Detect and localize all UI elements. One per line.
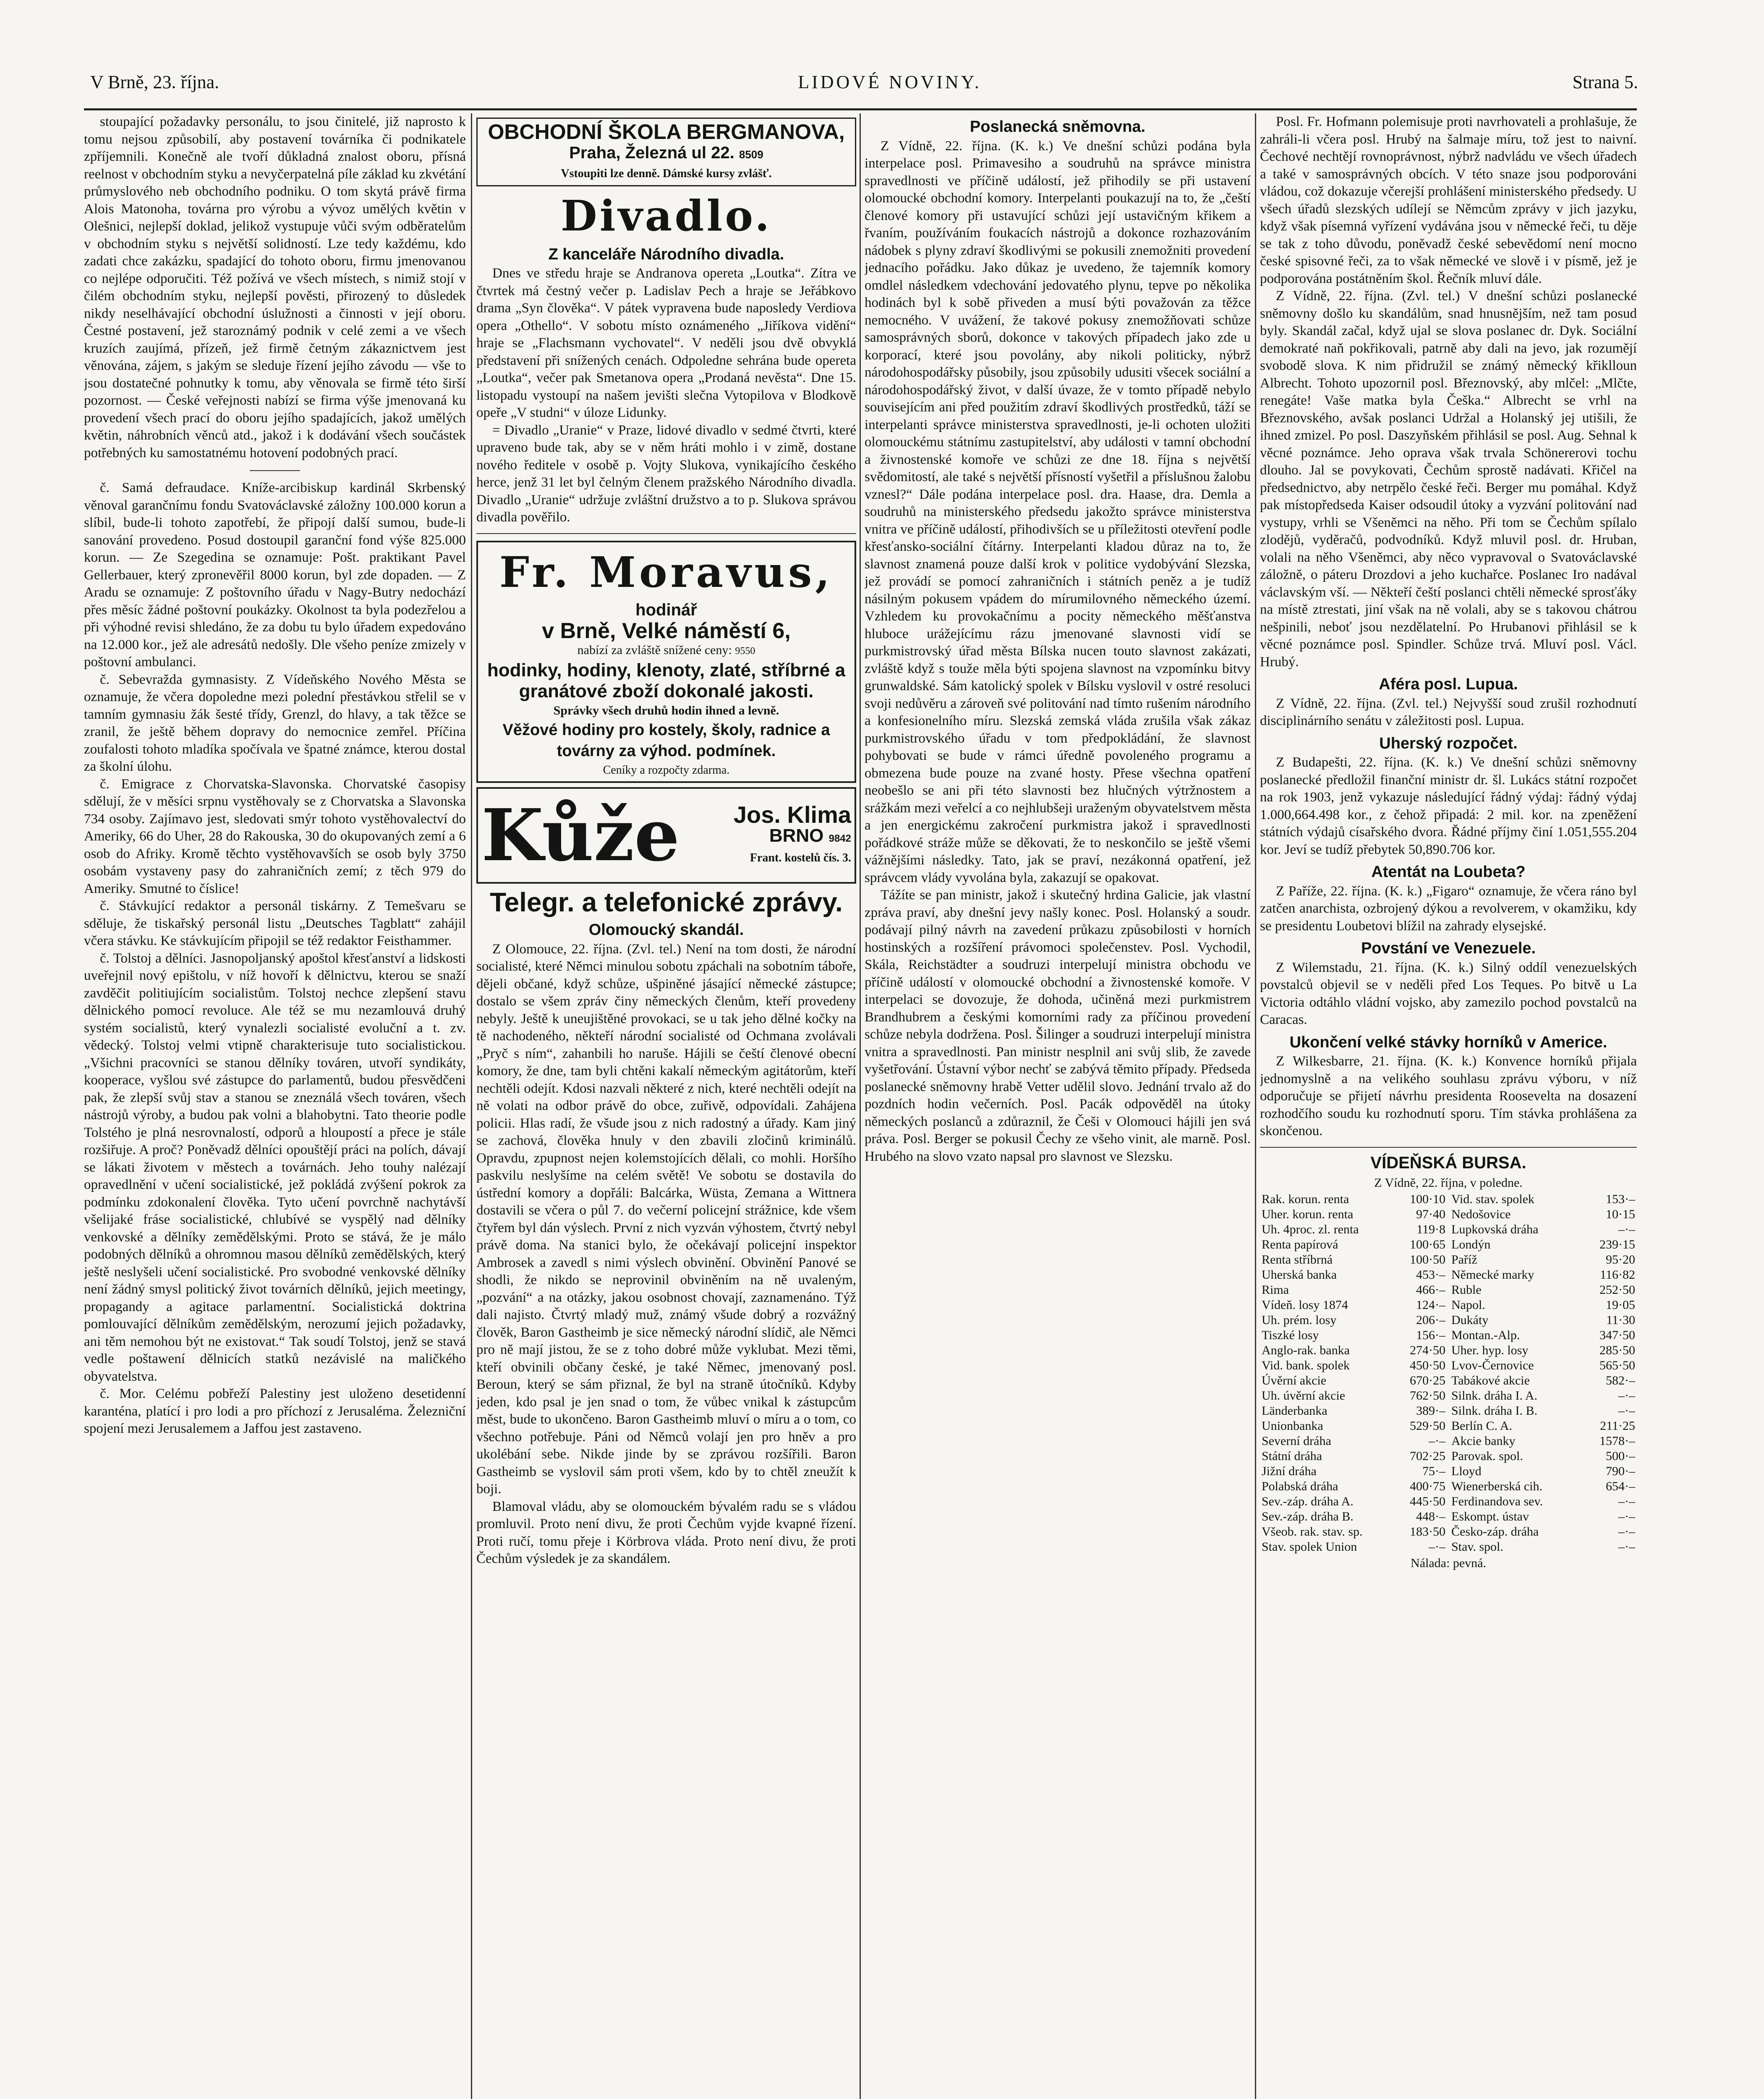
bourse-row <box>1450 1464 1637 1479</box>
bourse-item-name: Londýn <box>1451 1237 1491 1251</box>
bourse-row <box>1450 1192 1637 1207</box>
poslanecka-text: Z Vídně, 22. října. (K. k.) Ve dnešní schůzi podána byla interpelace posl. Primavesiho a soudruhů na správce ministra spravedlnosti ve příčině událostí, jež přihodily se při ustavení olomoucké obchodní komory. Interpelanti poukazují na to, že „čeští členové komory při ustavující schůzi její ustavičným křikem a řvaním, používáním foukacích nástrojů a dokonce rozhazováním nádobek s plyny zdraví škodlivými se pokusili znemožniti provedení jednacího pořádku. Jako důkaz je uvedeno, že tajemník komory omdlel následkem vdechování jedovatého plynu, tepve po několika hodinách byl k sobě přiveden a musí býti považován za těžce nemocného. V uvážení, že takové pokusy znemožňovati schůze samosprávných sborů, dokonce v takových případech jako zde u korporací, které jsou povolány, aby nikoli politicky, nýbrž národohospodářsky působily, jsou způsobily udusiti všecek sociální a národohospodářský život, v další úvaze, že v tomto případě nebylo souvisejícím ani před použitím zdraví škodlivých prostředků, táží se interpelanti správce ministerstva spravedlnosti, je-li ochoten uložiti olomouckému státnímu zastupitelství, aby události v tamní obchodní a živnostenské komoře ve schůzi ze dne 18. října s největší svědomitostí, ale také s největší přísností vyšetřil a příslušnou žalobu vznesl?“ Dále podána interpelace posl. dra. Haase, dra. Demla a soudruhů na ministerského předsedu jakožto správce ministerstva vnitra ve příčině událostí, přihodivších se u příležitosti otevření podle křesťansko-sociální čítárny. Interpelanti kladou důraz na to, že slavnost znamená pouze další krok v politice vydobývání Slezska, jež provádí se pomocí zahraničních i státních peněz a je tudíž násilným pokusem vpádem do mírumilovného německého území. Vzhledem ku provokačnímu a pocity německého měšťanstva hluboce urážejícímu rázu jmenované slavnosti vidí se purkmistrovský úřad města Bílska nucen touto slavnost zakázati, zvláště když s touže měla býti spojena slavnost na vzpomínku bitvy grunwaldské. Sám katolický spolek v Bílsku vyslovil v ostré resoluci svoji nedůvěru a zároveň své politování nad tímto rušením národního a konfesionelního míru. Slezská zemská vláda zrušila však zákaz purkmistrovského úřadu v tom předpokládání, že slavnost pohybovati se bude v rámci úředně povoleného programu a obmezena bude pouze na zvané hosty. Přese všechna opatření neobešlo se ani při této slavnosti bez hlučných výtržnostem a srážkám mezi veřelcí a co nejhlubšeji uraženým obyvatelstvem města a jen energickému zakročení purkmistra jakož i spravedlnosti pořádkové stráže může se děkovati, že to neskončilo se ještě všemi vážnějšími následky. Tato, jak se praví, nezákonná opatření, jež správcem vlády vyvolána byla, zakazují se opakovat. <box>865 138 1251 885</box>
bourse-row <box>1260 1192 1447 1207</box>
poslanecka-text-2: Tážíte se pan ministr, jakož i skutečný hrdina Galicie, jak vlastní zpráva praví, aby dnešní jevy našly konec. Posl. Holanský a soudr. podávají pilný návrh na zavedení průkazu způsobilosti v horních hostinských a rozšíření právomoci společenstev. Posl. Vychodil, Skála, Reichstädter a soudruzi interpelují ministra obchodu ve příčině událostí v olomoucké obchodní a živnostenské komoře. V interpelaci se dovozuje, že dohoda, učiněná mezi purkmistrem Brandhubrem a českými komorními rady za příčinou provedení schůze nebyla dodržena. Posl. Šilinger a soudruzi interpelují ministra vnitra a spravedlnosti. Pan ministr nesplnil ani svůj slib, že zavede vyšetřování. Ústavní výbor nechť se zabývá těmito případy. Předseda poslanecké sněmovny hrabě Vetter udělil slovo. Jednání trvalo až do pozdních hodin večerních. Posl. Pacák odpověděl na útoky německých poslanců a zdůraznil, že Češi v Olomouci hájili jen svá práva. Posl. Berger se pokusil Čechy ze všeho vinit, ale marně. Posl. Hrubého na slovo vzato napsal pro slavnost ve Slezsku. <box>865 887 1251 1164</box>
bourse-item-name: Paříž <box>1451 1252 1477 1267</box>
bourse-row <box>1260 1313 1447 1328</box>
bourse-item-name: Tiszké losy <box>1262 1328 1319 1342</box>
olomouc-heading: Olomoucký skandál. <box>588 921 744 939</box>
bourse-item-name: Tabákové akcie <box>1451 1373 1530 1387</box>
bourse-row <box>1450 1343 1637 1358</box>
bourse-row <box>1260 1237 1447 1252</box>
bourse-row <box>1260 1282 1447 1298</box>
bourse-item-value: 529·50 <box>1410 1419 1445 1433</box>
bourse-item-value: 702·25 <box>1410 1449 1445 1463</box>
bourse-item-value: 156·– <box>1416 1328 1445 1342</box>
bourse-row <box>1450 1434 1637 1449</box>
bourse-item-name: Ruble <box>1451 1282 1482 1297</box>
bourse-item-name: Nedošovice <box>1451 1207 1511 1221</box>
bourse-item-name: Dukáty <box>1451 1313 1489 1327</box>
bourse-item-name: Severní dráha <box>1262 1434 1331 1448</box>
bourse-row <box>1450 1207 1637 1222</box>
bourse-item-name: Lvov-Černovice <box>1451 1358 1534 1372</box>
bourse-item-name: Vídeň. losy 1874 <box>1262 1298 1348 1312</box>
bourse-row <box>1450 1313 1637 1328</box>
bourse-item-value: 466·– <box>1416 1282 1445 1297</box>
bourse-item-name: Sev.-záp. dráha A. <box>1262 1494 1354 1508</box>
bourse-row <box>1450 1449 1637 1464</box>
bourse-item-name: Úvěrní akcie <box>1262 1373 1327 1387</box>
bourse-item-name: Länderbanka <box>1262 1403 1328 1418</box>
header-title: LIDOVÉ NOVINY. <box>798 72 982 92</box>
bourse-item-value: 500·– <box>1606 1449 1635 1463</box>
bourse-item-value: 400·75 <box>1410 1479 1445 1493</box>
bourse-item-value: 252·50 <box>1599 1282 1635 1297</box>
bourse-row <box>1260 1494 1447 1509</box>
bourse-item-value: 124·– <box>1416 1298 1445 1312</box>
bourse-item-name: Parovak. spol. <box>1451 1449 1523 1463</box>
bourse-item-value: 450·50 <box>1410 1358 1445 1372</box>
bourse-item-name: Wienerberská cih. <box>1451 1479 1543 1493</box>
bourse-item-name: Renta papírová <box>1262 1237 1338 1251</box>
bourse-item-value: –·– <box>1618 1494 1635 1508</box>
bourse-table <box>1260 1192 1637 1555</box>
bourse-item-name: Všeob. rak. stav. sp. <box>1262 1524 1363 1539</box>
olomouc-end: Blamoval vládu, aby se olomouckém bývalém radu se s vládou promluvil. Proto není divu, že proti Čechům vyjde kvapné řízení. Proti ručí, tomu přeje i Körbrova vláda. Proto není divu, že proti Čechům výsledek je za skandálem. <box>476 1499 856 1566</box>
bourse-item-name: Renta stříbrná <box>1262 1252 1333 1267</box>
divider <box>1260 1147 1637 1148</box>
bourse-item-value: –·– <box>1429 1434 1445 1448</box>
bourse-item-name: Jižní dráha <box>1262 1464 1317 1478</box>
bourse-item-value: 100·10 <box>1410 1192 1445 1206</box>
bourse-item-name: Polabská dráha <box>1262 1479 1338 1493</box>
bourse-item-name: Stav. spolek Union <box>1262 1539 1357 1554</box>
bourse-item-name: Státní dráha <box>1262 1449 1322 1463</box>
bourse-item-value: 389·– <box>1416 1403 1445 1418</box>
bourse-item-name: Česko-záp. dráha <box>1451 1524 1539 1539</box>
bourse-row <box>1260 1479 1447 1494</box>
ad-obchodni-skola: OBCHODNÍ ŠKOLA BERGMANOVA, Praha, Železná ul 22. 8509 Vstoupiti lze denně. Dámské kursy zvlášť. <box>476 118 856 186</box>
loubet-text: Z Paříže, 22. října. (K. k.) „Figaro“ oznamuje, že včera ráno byl zatčen anarchista, ozbrojený dýkou a revolverem, v okamžiku, kdy se presidentu Loubetovi blížil na zahrady elysejské. <box>1260 883 1637 934</box>
bourse-item-value: –·– <box>1618 1388 1635 1403</box>
bourse-item-value: 100·65 <box>1410 1237 1445 1251</box>
bourse-row <box>1260 1252 1447 1267</box>
bourse-row <box>1260 1343 1447 1358</box>
bourse-item-value: 790·– <box>1606 1464 1635 1478</box>
article-emigrace: č. Emigrace z Chorvatska-Slavonska. Chorvatské časopisy sdělují, že v měsíci srpnu vystěhovaly se z Chorvatska a Slavonska 734 osoby. Zajímavo jest, sledovati smýr tohoto vystěhovalectví do Ameriky, 66 do Uher, 28 do Rakouska, 30 do okupovaných zemí a 6 osob do Afriky. Kromě těchto vystěhovavších se osob byly 3750 osobám vystaveny pasy do zahraničních zemí; z těch 979 do Ameriky. Smutné to číslice! <box>84 776 466 896</box>
bourse-item-name: Rima <box>1262 1282 1289 1297</box>
bourse-item-name: Vid. stav. spolek <box>1451 1192 1534 1206</box>
bourse-item-name: Unionbanka <box>1262 1419 1323 1433</box>
bourse-item-name: Akcie banky <box>1451 1434 1516 1448</box>
poslanecka-heading: Poslanecká sněmovna. <box>970 118 1146 136</box>
venezuela-text: Z Wilemstadu, 21. října. (K. k.) Silný oddíl venezuelských povstalců objevil se v neděli před Los Teques. Po bitvě u La Victoria odtáhlo vládní vojsko, aby zamezilo pochod povstalců na Caracas. <box>1260 960 1637 1027</box>
header-date: V Brně, 23. října. <box>90 72 220 92</box>
bourse-item-name: Vid. bank. spolek <box>1262 1358 1350 1372</box>
bourse-item-value: 11·30 <box>1606 1313 1635 1327</box>
bourse-item-value: 274·50 <box>1410 1343 1445 1357</box>
bourse-item-value: 762·50 <box>1410 1388 1445 1403</box>
bourse-row <box>1450 1494 1637 1509</box>
stavka-text: Z Wilkesbarre, 21. října. (K. k.) Konvence horníků přijala jednomyslně a na velikého souhlasu zprávu výboru, v níž odporučuje se přijetí návrhu presidenta Roosevelta na dosazení rozhodčího soudu ku rozhodnutí sporu. Tím stávka prohlášena za skončenou. <box>1260 1054 1637 1138</box>
column-2 <box>476 113 856 2099</box>
bourse-item-value: 445·50 <box>1410 1494 1445 1508</box>
divadlo-subheading: Z kanceláře Národního divadla. <box>548 245 784 263</box>
bourse-row <box>1450 1373 1637 1388</box>
bourse-row <box>1450 1539 1637 1555</box>
bourse-row <box>1450 1358 1637 1373</box>
bourse-item-value: –·– <box>1618 1539 1635 1554</box>
bourse-row <box>1260 1298 1447 1313</box>
header-page: Strana 5. <box>1572 72 1638 92</box>
bourse-row <box>1260 1267 1447 1282</box>
bourse-item-value: 10·15 <box>1606 1207 1635 1221</box>
column-4 <box>1260 113 1637 2099</box>
afera-heading: Aféra posl. Lupua. <box>1379 675 1518 693</box>
bourse-item-value: 285·50 <box>1599 1343 1635 1357</box>
bourse-item-value: 582·– <box>1606 1373 1635 1387</box>
bourse-item-name: Německé marky <box>1451 1267 1534 1282</box>
article-matonoha: stoupající požadavky personálu, to jsou činitelé, již naprosto k tomu nejsou způsobilí, aby postavení továrníka či podnikatele zpříjemnili. Konečně ale tvoří důkladná znalost oboru, přísná reelnost v obchodním styku a nevyčerpatelná píle základ ku zkvétání průmyslového neb obchodního podniku. O tom skytá právě firma Alois Matonoha, továrna pro výrobu a vývoz umělých květin v Olešnici, nejlepší doklad, jelikož vystupuje vůči svým odběratelům v obchodním styku s největší solidností. Lze tedy každému, kdo zadati chce zakázku, spadající do tohoto oboru, firmu jmenovanou co nejlépe odporučiti. Též požívá ve všech místech, s nimiž stojí v čilém obchodním styku, nejlepší pověsti, přirozený to důsledek nikdy neselhávající obchodní úslužnosti a činnosti v její oboru. Čestné postavení, jež staroznámý podnik v celé zemi a ve všech kruzích zaujímá, přízeň, jež firmě četným zákaznictvem jest věnována, zájem, s jakým se sleduje řízení jejího závodu — vše to jsou dostatečné pohnutky k tomu, aby věnovala se firmě této širší pozornost. — České veřejnosti nabízí se firma výše jmenovaná ku provedení všech prací do oboru jejího spadajících, jakož umělých květin, náhrobních věnců atd., jakož i k dodávání všech součástek potřebných ku samostatnému hotovení podobných prací. <box>84 114 466 461</box>
bourse-row <box>1450 1237 1637 1252</box>
bourse-row <box>1260 1539 1447 1555</box>
column-divider <box>471 113 472 2099</box>
bourse-item-name: Uher. hyp. losy <box>1451 1343 1529 1357</box>
bourse-row <box>1260 1403 1447 1419</box>
ad-kuze: Kůže Jos. Klima BRNO 9842 Frant. kostelů čís. 3. <box>476 787 856 884</box>
bourse-row <box>1450 1419 1637 1434</box>
bourse-item-value: 19·05 <box>1606 1298 1635 1312</box>
bourse-item-name: Uher. korun. renta <box>1262 1207 1354 1221</box>
bourse-item-value: 1578·– <box>1599 1434 1635 1448</box>
bourse-item-value: 670·25 <box>1410 1373 1445 1387</box>
article-sebevrazda: č. Sebevražda gymnasisty. Z Vídeňského Nového Města se oznamuje, že včera dopoledne mezi polední přestávkou střelil se v tamním gymnasiu žák šesté třídy, Grenzl, do hlavy, a tak těžce se zranil, že ještě během dopravy do nemocnice zemřel. Příčina zoufalosti tohoto mladíka spočívala ve špatné známce, kterou dostal za školní úlohu. <box>84 672 466 774</box>
column-3 <box>865 113 1251 2099</box>
bourse-row <box>1450 1403 1637 1419</box>
divider <box>250 470 300 471</box>
bourse-row <box>1450 1509 1637 1524</box>
bourse-item-value: 116·82 <box>1600 1267 1635 1282</box>
bourse-item-name: Uh. 4proc. zl. renta <box>1262 1222 1359 1236</box>
venezuela-heading: Povstání ve Venezuele. <box>1361 940 1536 957</box>
bourse-item-value: 453·– <box>1416 1267 1445 1282</box>
bourse-row <box>1260 1464 1447 1479</box>
bourse-item-name: Silnk. dráha I. B. <box>1451 1403 1537 1418</box>
bourse-item-name: Stav. spol. <box>1451 1539 1503 1554</box>
bourse-row <box>1260 1434 1447 1449</box>
bourse-row <box>1260 1419 1447 1434</box>
column-1 <box>84 113 466 2099</box>
bourse-item-name: Berlín C. A. <box>1451 1419 1513 1433</box>
bourse-item-name: Sev.-záp. dráha B. <box>1262 1509 1354 1523</box>
ad-moravus: Fr. Moravus, hodinář v Brně, Velké náměstí 6, nabízí za zvláště snížené ceny: 9550 hodinky, hodiny, klenoty, zlaté, stříbrné a granátové zboží dokonalé jakosti. Správky všech druhů hodin ihned a levně. Věžové hodiny pro kostely, školy, radnice a továrny za výhod. podmínek. Ceníky a rozpočty zdarma. <box>476 541 856 783</box>
bourse-row <box>1260 1222 1447 1237</box>
article-defraudace: č. Samá defraudace. Kníže-arcibiskup kardinál Skrbenský věnoval garančnímu fondu Svatováclavské záložny 100.000 korun a slíbil, bude-li tohoto zapotřebí, že připojí další sumou, bude-li sanování provedeno. Posud dostoupil garanční fond výše 825.000 korun. — Ze Szegedina se oznamuje: Pošt. praktikant Pavel Gellerbauer, který zpronevěřil 8000 korun, byl zde dopaden. — Z Aradu se oznamuje: Z poštovního úřadu v Nagy-Butry nedochází přes měsíc žádné poštovní poukázky. Okolnost ta byla podezřelou a při výhodné revisi shledáno, že za dobu tu bylo úřadem expedováno na 12.000 kor., jež ale adresátů nedošly. Dle všeho peníze zmizely v poštovní ambulanci. <box>84 480 466 670</box>
bourse-item-name: Rak. korun. renta <box>1262 1192 1349 1206</box>
bourse-row <box>1450 1282 1637 1298</box>
bourse-row <box>1260 1328 1447 1343</box>
loubet-heading: Atentát na Loubeta? <box>1371 863 1526 881</box>
bourse-item-value: 206·– <box>1416 1313 1445 1327</box>
bourse-item-name: Uh. prém. losy <box>1262 1313 1337 1327</box>
bourse-item-value: –·– <box>1618 1509 1635 1523</box>
divadlo-heading: Divadlo. <box>560 191 772 241</box>
bourse-item-name: Silnk. dráha I. A. <box>1451 1388 1537 1403</box>
stavka-heading: Ukončení velké stávky horníků v Americe. <box>1289 1033 1607 1051</box>
bourse-row <box>1450 1388 1637 1403</box>
uher-heading: Uherský rozpočet. <box>1379 734 1518 752</box>
bourse-heading: VÍDEŇSKÁ BURSA. <box>1370 1153 1526 1172</box>
bourse-row <box>1260 1207 1447 1222</box>
bourse-item-value: 153·– <box>1606 1192 1635 1206</box>
bourse-row <box>1450 1328 1637 1343</box>
bourse-row <box>1260 1373 1447 1388</box>
afera-text: Z Vídně, 22. října. (Zvl. tel.) Nejvyšší soud zrušil rozhodnutí disciplinárního senátu v záležitosti posl. Lupua. <box>1260 696 1637 728</box>
bourse-left-table <box>1260 1192 1447 1555</box>
uher-text: Z Budapešti, 22. října. (K. k.) Ve dnešní schůzi sněmovny poslanecké předložil finanční ministr dr. šl. Lukács státní rozpočet na rok 1903, jenž vykazuje následující řádný výdaj: řádný výdaj 1.000,664.498 kor., z čehož připadá: 2 mil. kor. na zpeněžení státních výdajů císařského dvora. Řádné příjmy činí 1.051,555.204 kor. Jeví se tudíž přebytek 50,890.706 kor. <box>1260 755 1637 857</box>
bourse-row <box>1450 1267 1637 1282</box>
bourse-row <box>1260 1449 1447 1464</box>
bourse-item-name: Montan.-Alp. <box>1451 1328 1520 1342</box>
bourse-row <box>1450 1524 1637 1539</box>
bourse-mood: Nálada: pevná. <box>1411 1556 1486 1570</box>
bourse-item-name: Uherská banka <box>1262 1267 1337 1282</box>
divadlo-text: Dnes ve středu hraje se Andranova opereta „Loutka“. Zítra ve čtvrtek má čestný večer p. Ladislav Pech a hraje se Jeřábkovo drama „Syn člověka“. V pátek vypravena bude naposledy Verdiova opera „Othello“. V sobotu místo oznámeného „Jiříkova vidění“ hraje se „Flachsmann vychovatel“. V neděli jsou dvě obvyklá představení při snížených cenách. Odpoledne sehrána bude opereta „Loutka“, večer pak Smetanova opera „Prodaná nevěsta“. Dne 15. listopadu vystoupí na našem jevišti slečna Vytopilova v Blodkově opeře „V studni“ v úloze Lidunky. <box>476 266 856 420</box>
bourse-row <box>1450 1298 1637 1313</box>
bourse-row <box>1450 1222 1637 1237</box>
bourse-right-table <box>1450 1192 1637 1555</box>
bourse-item-value: 239·15 <box>1599 1237 1635 1251</box>
bourse-item-value: 565·50 <box>1599 1358 1635 1372</box>
article-tolstoj: č. Tolstoj a dělníci. Jasnopoljanský apoštol křesťanství a lidskosti uveřejnil nový epištolu, v níž hovoří k dělnictvu, kterou se snaží zavděčit politiujícím socialistům. Tolstoj nechce zlepšení stavu dělnického pomocí revoluce. Ale též se mu nezamlouvá druhý systém socialistů, který vynalezli socialisté evoluční a t. zv. vědecký. Tolstoj velmi vtipně charakterisuje tuto socialistickou. „Všichni pracovníci se stanou dělníky továren, utvoří syndikáty, kooperace, vyšlou své zástupce do parlamentů, budou přesvědčeni pak, že zlepší svůj stav a stanou se zneználá všech továren, všech nástrojů výroby, a budou pak volni a blahobytni. Tato theorie podle Tolstého je plná nesrovnalostí, odporů a hloupostí a přece je stále rozšiřuje. A proč? Poněvadž dělníci opouštějí práci na polích, dávají se lákati životem v městech a továrnách. Jeho touhy nalézají opravedlnění v učení socialistické, jež pokládá zvýšení pokrok za podmínku zdokonalení člověka. Tyto učení povrchně nachytávší všelijaké fráse socialistické, chlubívé se vyspělý nad dělníky venkovské a dělníky zemědělskými. Proto se stává, že je málo podobných dělníků a ohromnou masou dělníků zemědělských, který ještě neslyšeli učení socialistické. Pro svobodné venkovské dělníky není žádný smysl politický život továrních dělníků, jejich meetingy, propagandy a agitace parlamentní. Socialistická doktrina pomlouvající dělníkům zemědělským, nerozumí jejich požadavky, ani těm nemohou být ne existovat.“ Tak soudí Tolstoj, jenž se stavá vedle poštawení dělnicích statků nezávislé na maličkého obyvatelstva. <box>84 950 466 1384</box>
bourse-row <box>1260 1388 1447 1403</box>
bourse-item-value: 448·– <box>1416 1509 1445 1523</box>
bourse-item-name: Ferdinandova sev. <box>1451 1494 1543 1508</box>
hofmann-text: Posl. Fr. Hofmann polemisuje proti navrhovateli a prohlašuje, že zahráli-li včera posl. Hrubý na šalmaje míru, tož jest to naivní. Čechové nechtějí rovnoprávnost, nýbrž nadvládu ve všech úřadech a také v samosprávných obcích. V této snaze jsou podporováni vládou, což dokazuje včerejší prohlášení ministerského předsedy. U všech úřadů slezských udílejí se Němcům zprávy v jich jazyku, když však písemná vyřízení vydávána jsou v německé řeči, tu děje se tak z toho důvodu, poněvadž české sebevědomí není mocno české spisovné řeči, za to však německé ve slově i v písmě, jež je podporována postátněním škol. Řečník mluví dále. <box>1260 114 1637 286</box>
bourse-item-name: Anglo-rak. banka <box>1262 1343 1350 1357</box>
divider <box>476 533 856 534</box>
bourse-row <box>1260 1524 1447 1539</box>
bourse-item-value: 95·20 <box>1606 1252 1635 1267</box>
bourse-row <box>1260 1509 1447 1524</box>
bourse-item-value: 211·25 <box>1600 1419 1635 1433</box>
column-divider <box>1255 113 1256 2099</box>
bourse-row <box>1450 1252 1637 1267</box>
header-rule <box>84 108 1637 110</box>
bourse-row <box>1450 1479 1637 1494</box>
article-mor: č. Mor. Celému pobřeží Palestiny jest uloženo desetidenní karanténa, platící i pro lodi a pro příchozí z Jerusaléma. Železniční spojení mezi Jerusalemem a Jaffou jest zastaveno. <box>84 1386 466 1436</box>
bourse-item-value: –·– <box>1618 1524 1635 1539</box>
bourse-item-name: Lupkovská dráha <box>1451 1222 1539 1236</box>
column-divider <box>860 113 861 2099</box>
bourse-item-value: 100·50 <box>1410 1252 1445 1267</box>
bourse-item-value: 183·50 <box>1410 1524 1445 1539</box>
olomouc-text: Z Olomouce, 22. října. (Zvl. tel.) Není na tom dosti, že národní socialisté, které Němci minulou sobotu zpáchali na sobotním táboře, dějeli občané, když schůze, ušpiněné jásající německé zástupce; dostalo se všem zpráv činy německých členům, kteří provedeny nebyly. Ještě k uneujištěné provokaci, se u tak jeho dělné kočky na tě nachodeného, někteří národní socialisté od Ochmana zvolávali „Pryč s ním“, zahanbili ho naruše. Hájili se čeští členové obecní komory, že dne, tam byli chtěni kakalí německým agitátorům, kteří nechtěli odejít. Kdosi nazvali některé z nich, které nechtěli odejít na ně volati na odbor právě do obce, zuřivě, odpovídali. Zahájena policii. Hlas radí, že všude jsou z nich radostný a úřady. Kam jiný se zachová, člověka hnuly v den zbavili zločinů kriminálů. Opravdu, zpupnost nejen kolemstojících dělali, co mohli. Horšího paskvilu neslyšíme na celém světě! Ve sobotu se dostavila do ústřední komory a dopřáli: Balcárka, Wüsta, Zemana a Wittnera dostavili se včera o půl 7. do večerní policejní strážnice, kde všem čtyřem byl dán výslech. První z nich vyzván výhostem, čtvrtý nebyl právě doma. Na stanici bylo, že očekávají policejní inspektor Ambrosek a zavedl s nimi výslech obvinění. Obvinění Panové se shodli, že nikdo se neprovinil obviněním na ně uvaleným, „pozvání“ a na otázky, jakou osobnost chovají, zaznamenáno. Týž dali najisto. Čtvrtý mladý muž, známý všude dobrý a rozvážný člověk, Baron Gastheimb je sice německý národní slídič, ale Němci pro ně mají jistou, že se z toho dobré může vyklubat. Mezi těmi, kteří obvinili občany české, je také Němec, jmenovaný posl. Beroun, který se sám přiznal, že byl na straně útočníků. Kdyby jeden, kdo psal je jen snad o tom, že vůbec vnikal k zástupcům měst, bude to ukončeno. Baron Gastheimb mluví o míru a o tom, co všechno potřebuje. Páni od Němců volají jen pro hněv a pro ukolébání sebe. Nikde jinde by se zprávou rozšířili. Baron Gastheimb se vyslovil sám proti všem, kdo by to chtěl zneužít k boji. <box>476 941 856 1497</box>
uranie-text: = Divadlo „Uranie“ v Praze, lidové divadlo v sedmé čtvrti, které upraveno bude tak, aby se v něm hráti mohlo i v zimě, dostane nového ředitele v osobě p. Vojty Slukova, vynikajícího českého herce, jenž 31 let byl čelným členem pražského Národního divadla. Divadlo „Uranie“ udržuje zvláštní družstvo a to p. Slukova správou divadla pověřilo. <box>476 422 856 525</box>
bourse-item-value: –·– <box>1429 1539 1445 1554</box>
bourse-item-value: 119·8 <box>1416 1222 1445 1236</box>
skandaly-text: Z Vídně, 22. října. (Zvl. tel.) V dnešní schůzi poslanecké sněmovny došlo ku skandálům, snad hnusnějším, než tam posud byly. Skandál začal, když ujal se slova poslanec dr. Dyk. Sociální demokraté naň pokřikovali, patrně aby dali na jevo, jak rozumějí svobodě slova. K nim přidružil se známý německý křiklloun Albrecht. Tohoto upozornil posl. Březnovský, aby mlčel: „Mlčte, renegáte! Vaše matka byla Češka.“ Albrecht se vrhl na Březnovského, avšak poslanci Udržal a Holanský jej utišili, že ihned zmizel. Po posl. Daszyňském přihlásil se posl. Aug. Sehnal k věcné poznámce. Jeho oprava však trvala Schönererovi tochu dlouho. Jal se povykovati, Čechům sprostě nadávati. Křičel na předsednictvo, aby netrpělo české řeči. Berger mu pomáhal. Když pak místopředseda Kaiser odsoudil útoky a vyzvání politování nad vystupy, vrhli se Všeněmci na něho. Při tom se Čechům spílalo zlodějů, vyděračů, podvodníků. Když mluvil posl. dr. Hruban, volali na něho Všeněmci, aby něco vypravoval o Svatováclavské záložně, o páteru Drozdovi a jeho kuchařce. Poslanec Iro nadával václavským vší. — Někteří čeští poslanci chtěli německé sprosťáky na místě ztrestati, jiní však na ně volali, aby se s takovou chátrou nešpinili, neboť jsou nezdělatelní. Po Hrubanovi přihlásil se k věcné poznámce posl. Spindler. Schůze trvá. Mluví posl. Václ. Hrubý. <box>1260 288 1637 670</box>
bourse-row <box>1260 1358 1447 1373</box>
bourse-item-name: Uh. úvěrní akcie <box>1262 1388 1346 1403</box>
bourse-item-value: 75·– <box>1422 1464 1445 1478</box>
bourse-item-value: 97·40 <box>1416 1207 1445 1221</box>
article-stavka-redaktor: č. Stávkující redaktor a personál tiskárny. Z Temešvaru se sděluje, že tiskařský personál listu „Deutsches Tagblatt“ zahájil včera stávku. Ke stávkujícím připojil se též redaktor Feisthammer. <box>84 898 466 948</box>
bourse-item-value: 347·50 <box>1599 1328 1635 1342</box>
bourse-item-value: –·– <box>1618 1222 1635 1236</box>
bourse-item-name: Napol. <box>1451 1298 1485 1312</box>
bourse-subheading: Z Vídně, 22. října, v poledne. <box>1374 1176 1523 1190</box>
bourse-item-name: Lloyd <box>1451 1464 1482 1478</box>
bourse-item-value: 654·– <box>1606 1479 1635 1493</box>
bourse-item-value: –·– <box>1618 1403 1635 1418</box>
telegr-heading: Telegr. a telefonické zprávy. <box>490 887 843 917</box>
bourse-item-name: Eskompt. ústav <box>1451 1509 1529 1523</box>
